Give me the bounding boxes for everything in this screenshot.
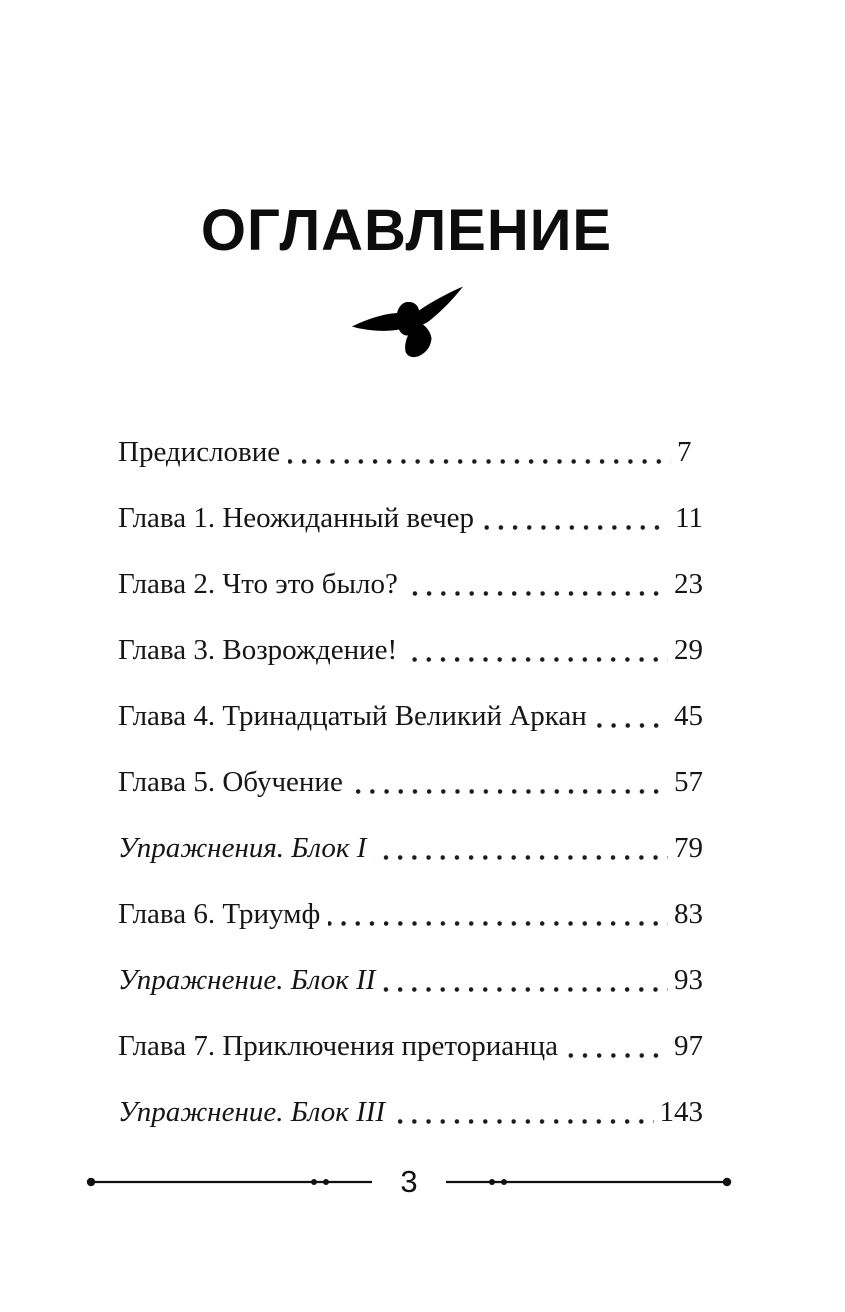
dot-leader [393,1119,653,1124]
toc-entry [118,1027,703,1065]
toc-entry-label: Упражнение. Блок III [118,1096,386,1128]
dot-leader [595,723,668,728]
toc-entry-label: Глава 7. Приключения преторианца [118,1030,559,1062]
toc-entry [118,961,703,999]
toc-entry-page-number: 7 [677,436,692,468]
toc-entry-page-number: 143 [659,1096,703,1128]
toc-entry [118,565,703,603]
toc-entry-page-number: 57 [674,766,703,798]
dot-leader [406,591,668,596]
toc-entry [118,895,703,933]
toc-entry [118,697,703,735]
toc-entry-label: Глава 6. Триумф [118,898,321,930]
toc-entry [118,1093,703,1131]
toc-entry-page-number: 45 [674,700,703,732]
toc-entry-label: Предисловие [118,436,281,468]
table-of-contents [118,433,703,1159]
footer-ornament-right-icon [445,1174,733,1190]
toc-entry-page-number: 79 [674,832,703,864]
footer-page-number: 3 [400,1164,418,1199]
dot-leader [482,525,669,530]
flying-bird-icon [352,286,463,359]
dot-leader [288,459,671,464]
toc-entry [118,433,703,471]
toc-entry-label: Глава 2. Что это было? [118,568,398,600]
dot-leader [566,1053,668,1058]
toc-entry [118,499,703,537]
toc-entry-page-number: 11 [675,502,703,534]
dot-leader [328,921,668,926]
dot-leader [374,855,668,860]
toc-entry-page-number: 83 [674,898,703,930]
toc-entry-label: Упражнения. Блок I [118,832,367,864]
toc-entry-page-number: 29 [674,634,703,666]
toc-entry-label: Глава 5. Обучение [118,766,343,798]
page-title: ОГЛАВЛЕНИЕ [200,197,613,263]
footer-ornament-left-icon [85,1174,373,1190]
dot-leader [351,789,668,794]
toc-entry-page-number: 23 [674,568,703,600]
dot-leader [383,987,668,992]
toc-entry-label: Упражнение. Блок II [118,964,376,996]
page-footer [85,1165,733,1199]
toc-entry [118,763,703,801]
toc-entry-label: Глава 1. Неожиданный вечер [118,502,475,534]
toc-entry [118,631,703,669]
toc-entry-page-number: 93 [674,964,703,996]
toc-entry [118,829,703,867]
toc-entry-page-number: 97 [674,1030,703,1062]
dot-leader [405,657,668,662]
toc-entry-label: Глава 4. Тринадцатый Великий Аркан [118,700,587,732]
toc-entry-label: Глава 3. Возрождение! [118,634,398,666]
